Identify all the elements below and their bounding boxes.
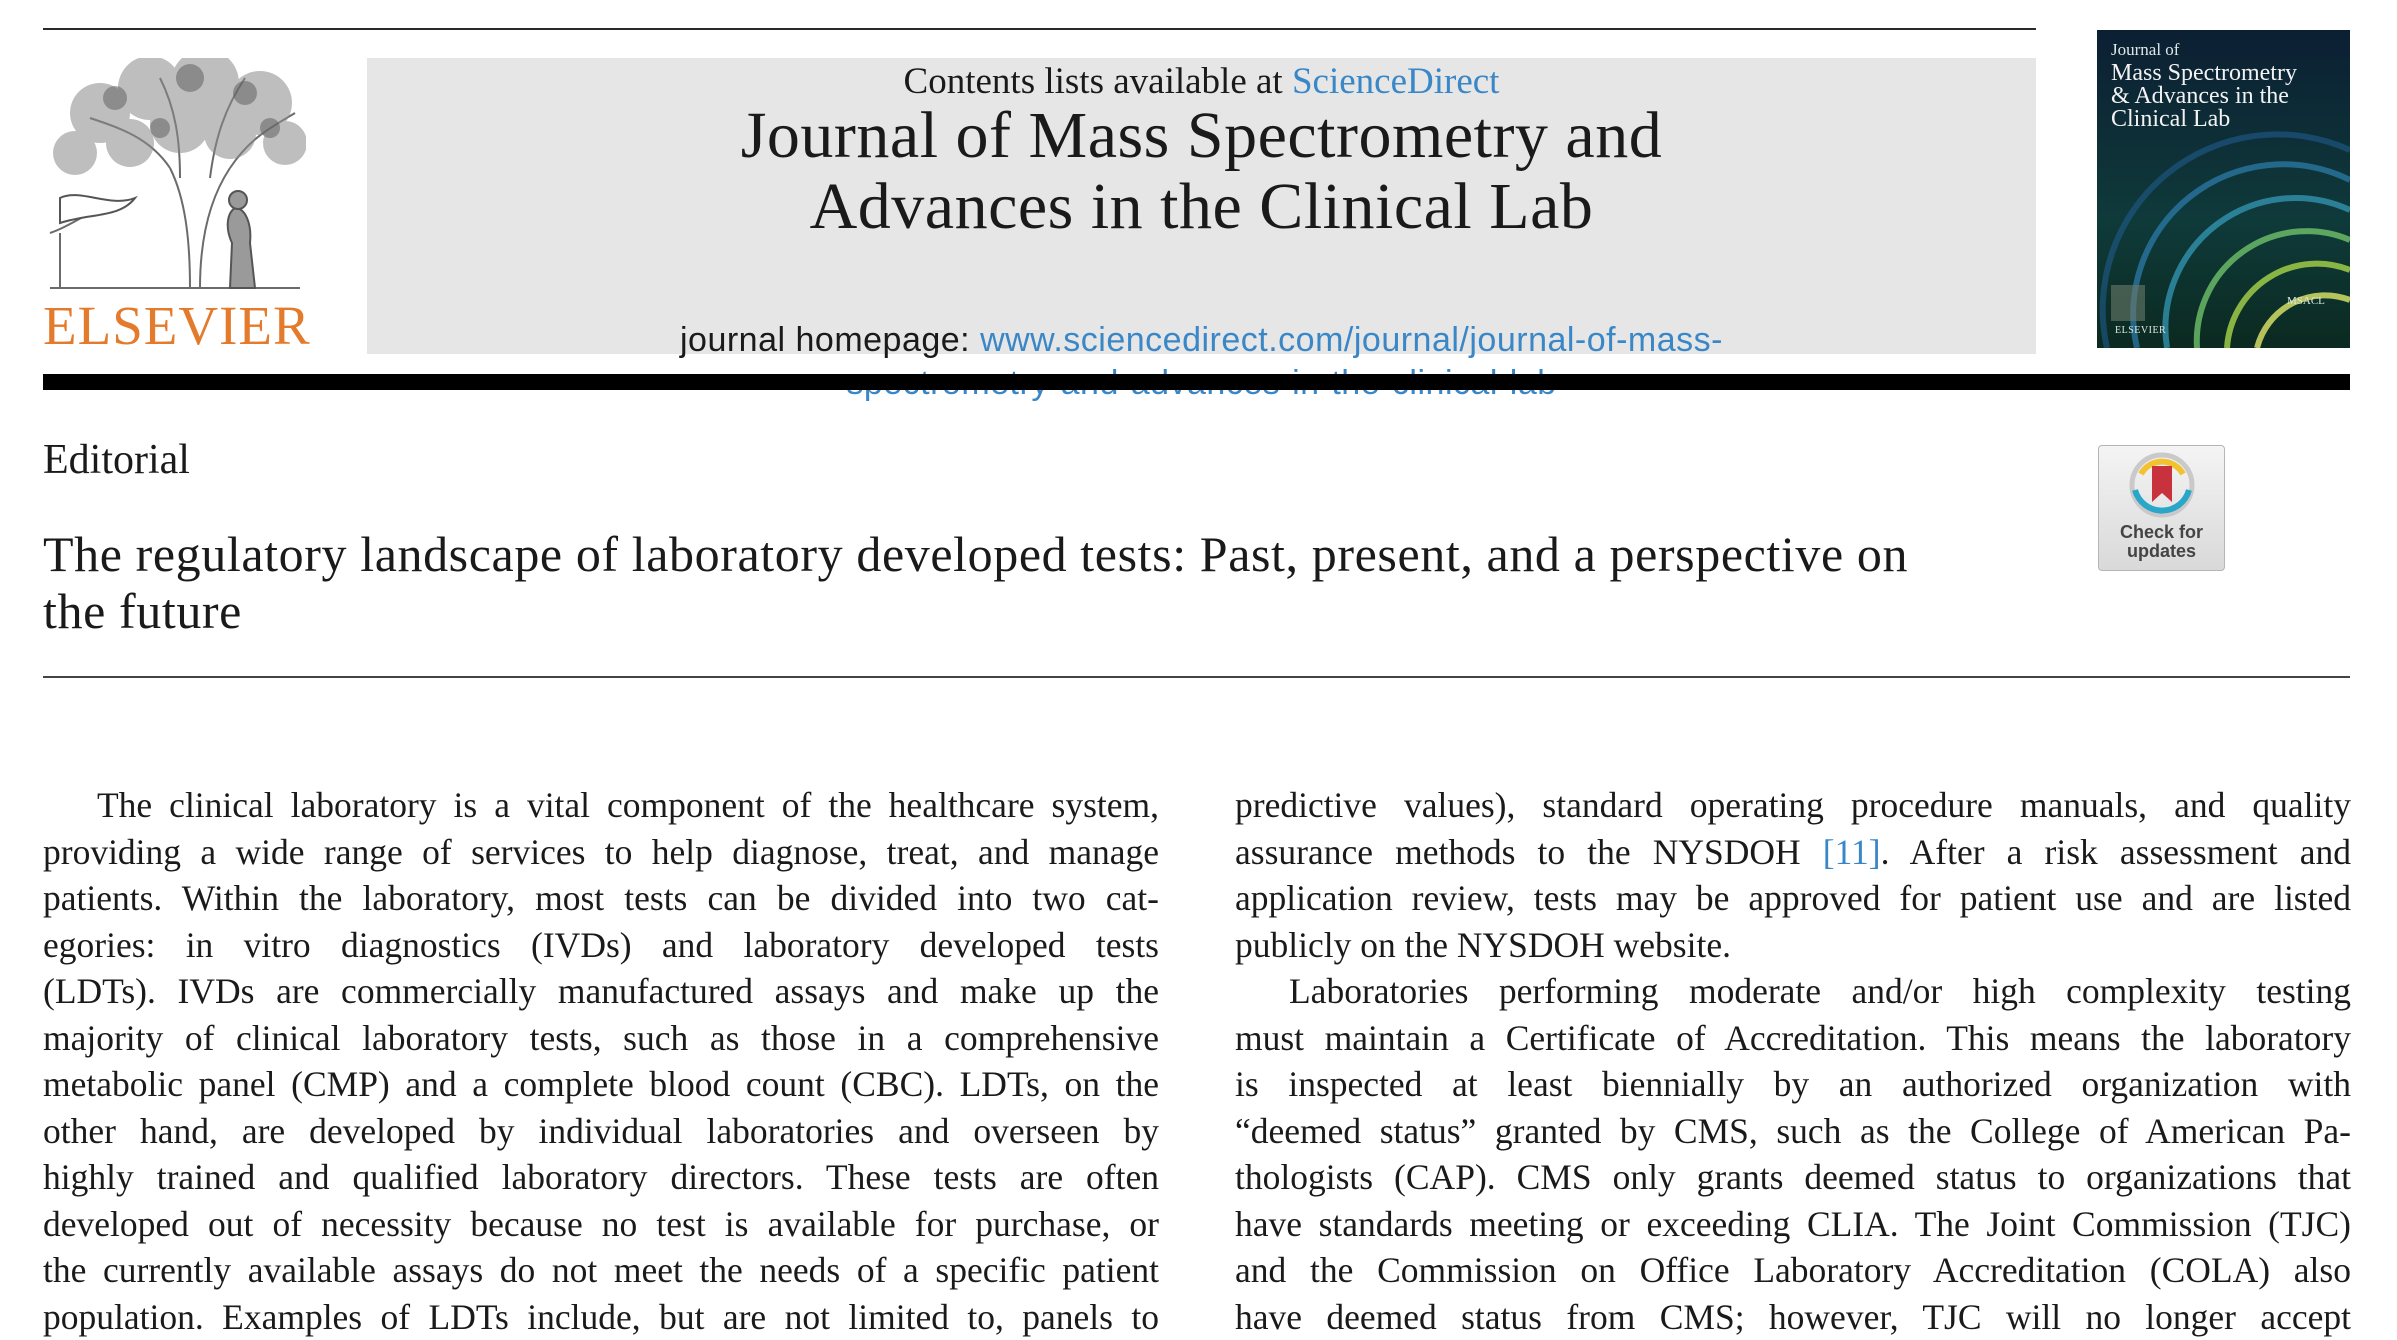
- body-line: developed out of necessity because no test is available for purchase, or: [43, 1201, 1159, 1248]
- journal-masthead: [367, 58, 2036, 354]
- journal-title-line2: Advances in the Clinical Lab: [367, 171, 2036, 242]
- article-title-line1: The regulatory landscape of laboratory developed tests: Past, present, and a perspective on: [43, 526, 2003, 583]
- contents-prefix: Contents lists available at: [904, 61, 1292, 102]
- article-title: [43, 526, 2003, 640]
- body-line: must maintain a Certificate of Accreditation. This means the laboratory: [1235, 1015, 2351, 1062]
- homepage-label: journal homepage:: [680, 321, 980, 359]
- journal-title-line1: Journal of Mass Spectrometry and: [367, 100, 2036, 171]
- body-line: patients. Within the laboratory, most tests can be divided into two cat-: [43, 875, 1159, 922]
- body-column-right: [1235, 782, 2351, 1340]
- top-rule: [43, 28, 2036, 30]
- body-line: highly trained and qualified laboratory directors. These tests are often: [43, 1154, 1159, 1201]
- body-line: majority of clinical laboratory tests, such as those in a comprehensive: [43, 1015, 1159, 1062]
- body-line: The clinical laboratory is a vital component of the healthcare system,: [43, 782, 1159, 829]
- body-line: metabolic panel (CMP) and a complete blood count (CBC). LDTs, on the: [43, 1061, 1159, 1108]
- body-line-with-ref: assurance methods to the NYSDOH [11]. After a risk assessment and: [1235, 829, 2351, 876]
- cover-small-text: Journal of: [2111, 40, 2179, 60]
- homepage-url-line1[interactable]: www.sciencedirect.com/journal/journal-of-mass-: [980, 321, 1723, 359]
- journal-cover-image[interactable]: [2097, 30, 2350, 348]
- header-divider: [43, 374, 2350, 390]
- body-line: Laboratories performing moderate and/or high complexity testing: [1235, 968, 2351, 1015]
- body-line: population. Examples of LDTs include, but are not limited to, panels to: [43, 1294, 1159, 1340]
- body-line: and the Commission on Office Laboratory Accreditation (COLA) also: [1235, 1247, 2351, 1294]
- body-line: publicly on the NYSDOH website.: [1235, 922, 2351, 969]
- cover-badge: MSACL: [2287, 295, 2325, 307]
- cover-publisher: ELSEVIER: [2115, 325, 2166, 336]
- body-line: have deemed status from CMS; however, TJC will no longer accept: [1235, 1294, 2351, 1340]
- article-type: Editorial: [43, 434, 190, 486]
- body-line: “deemed status” granted by CMS, such as the College of American Pa-: [1235, 1108, 2351, 1155]
- sciencedirect-link[interactable]: ScienceDirect: [1292, 61, 1500, 102]
- publisher-name: ELSEVIER: [43, 298, 311, 353]
- body-column-left: [43, 782, 1159, 1340]
- body-line: predictive values), standard operating procedure manuals, and quality: [1235, 782, 2351, 829]
- bookmark-icon: [2129, 452, 2195, 518]
- body-line: is inspected at least biennially by an authorized organization with: [1235, 1061, 2351, 1108]
- body-line: (LDTs). IVDs are commercially manufactured assays and make up the: [43, 968, 1159, 1015]
- contents-line: [367, 58, 2036, 105]
- body-line: application review, tests may be approved for patient use and are listed: [1235, 875, 2351, 922]
- check-for-updates-label: Check for updates: [2099, 523, 2224, 561]
- body-line: have standards meeting or exceeding CLIA. The Joint Commission (TJC): [1235, 1201, 2351, 1248]
- body-line: egories: in vitro diagnostics (IVDs) and laboratory developed tests: [43, 922, 1159, 969]
- title-divider: [43, 676, 2350, 678]
- body-line: providing a wide range of services to help diagnose, treat, and manage: [43, 829, 1159, 876]
- reference-link[interactable]: [11]: [1823, 832, 1881, 872]
- cover-title: Mass Spectrometry & Advances in the Clinical Lab: [2111, 62, 2297, 131]
- article-title-line2: the future: [43, 583, 2003, 640]
- body-line: other hand, are developed by individual laboratories and overseen by: [43, 1108, 1159, 1155]
- body-line: the currently available assays do not meet the needs of a specific patient: [43, 1247, 1159, 1294]
- journal-title: [367, 100, 2036, 242]
- check-for-updates-button[interactable]: [2098, 445, 2225, 571]
- body-line: thologists (CAP). CMS only grants deemed status to organizations that: [1235, 1154, 2351, 1201]
